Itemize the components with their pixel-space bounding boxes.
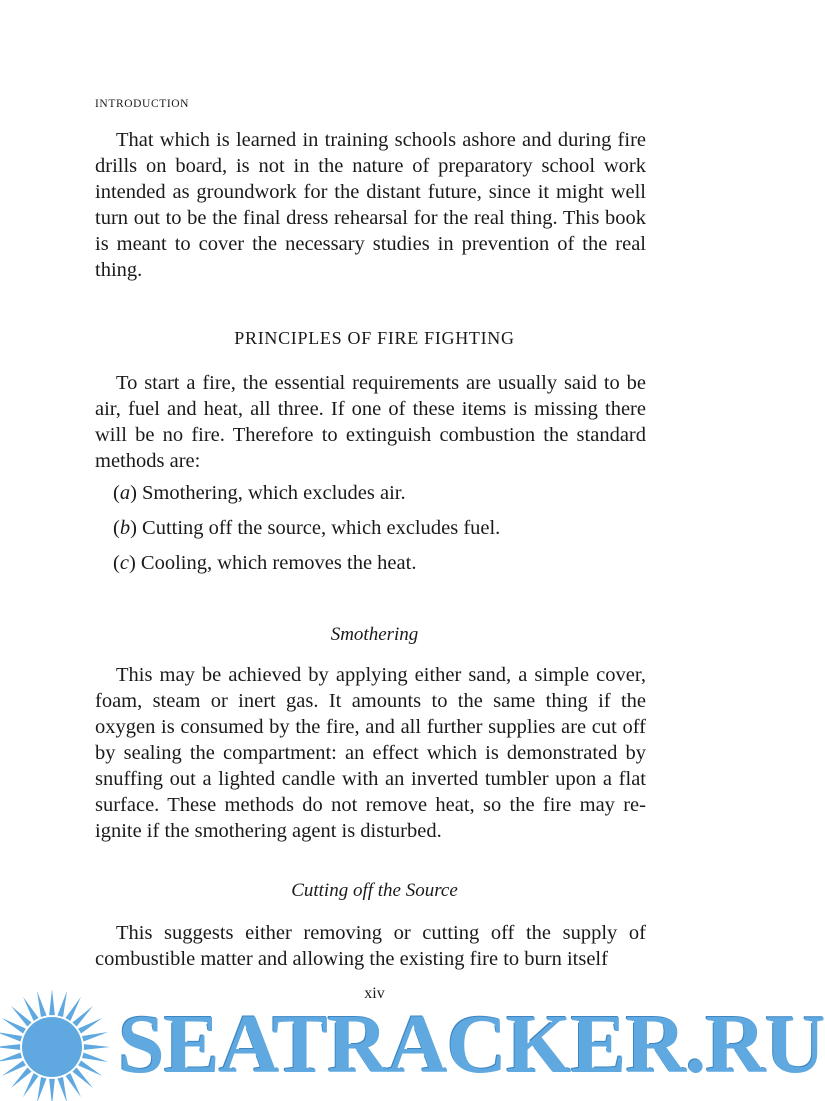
sun-ray	[82, 1032, 108, 1042]
sun-ray	[65, 997, 81, 1021]
sun-ray	[0, 1032, 22, 1042]
method-marker: (b)	[113, 517, 137, 539]
sun-burst-icon	[0, 989, 110, 1101]
smothering-paragraph: This may be achieved by applying either sand, a simple cover, foam, steam or inert gas. It amounts to the same thing if the oxygen is consumed by the fire, and all further supplies are cut off by sealing the compartment: an effect which is demonstrated by snuffing out a lighted candle with an inverted tumbler upon a flat surface. These methods do not remove heat, so the fire may re-ignite if the smothering agent is disturbed.	[95, 664, 646, 842]
method-item-a	[113, 480, 406, 506]
sun-ray	[57, 991, 67, 1017]
sun-ray	[0, 1052, 22, 1062]
method-marker: (a)	[113, 482, 137, 504]
sun-ray	[65, 1073, 81, 1097]
method-text: Cooling, which removes the heat.	[140, 552, 417, 574]
section-title: PRINCIPLES OF FIRE FIGHTING	[234, 328, 515, 348]
page-number: xiv	[364, 985, 385, 1002]
sun-ray	[78, 1060, 102, 1076]
method-item-c	[113, 550, 416, 576]
smothering-heading: Smothering	[330, 624, 419, 645]
cutting-off-heading: Cutting off the Source	[291, 880, 458, 901]
sun-ray	[78, 1018, 102, 1034]
cutting-off-paragraph: This suggests either removing or cutting off the supply of combustible matter and allowing the existing fire to burn itself	[95, 922, 646, 970]
running-head: INTRODUCTION	[95, 98, 190, 110]
sun-ray	[0, 1044, 20, 1050]
sun-ray	[84, 1044, 110, 1050]
method-item-b	[113, 515, 500, 541]
sun-ray	[37, 1077, 47, 1101]
method-text: Cutting off the source, which excludes fuel.	[142, 517, 501, 539]
sun-ray	[23, 997, 39, 1021]
method-text: Smothering, which excludes air.	[142, 482, 406, 504]
intro-paragraph: That which is learned in training schools ashore and during fire drills on board, is not in the nature of preparatory school work intended as groundwork for the distant future, since it might well turn out to be the final dress rehearsal for the real thing. This book is meant to cover the necessary studies in prevention of the real thing.	[95, 129, 646, 281]
sun-ray	[49, 1079, 55, 1101]
watermark-text: SEATRACKER.RU	[118, 998, 825, 1091]
sun-ray	[2, 1018, 26, 1034]
sun-ray	[23, 1073, 39, 1097]
sun-ray	[49, 989, 55, 1015]
sun-ray	[57, 1077, 67, 1101]
principles-paragraph: To start a fire, the essential requirements are usually said to be air, fuel and heat, all three. If one of these items is missing there will be no fire. Therefore to extinguish combustion the standard methods are:	[95, 372, 646, 472]
method-marker: (c)	[113, 552, 136, 574]
sun-ray	[2, 1060, 26, 1076]
sun-ray	[37, 991, 47, 1017]
sun-ray	[82, 1052, 108, 1062]
